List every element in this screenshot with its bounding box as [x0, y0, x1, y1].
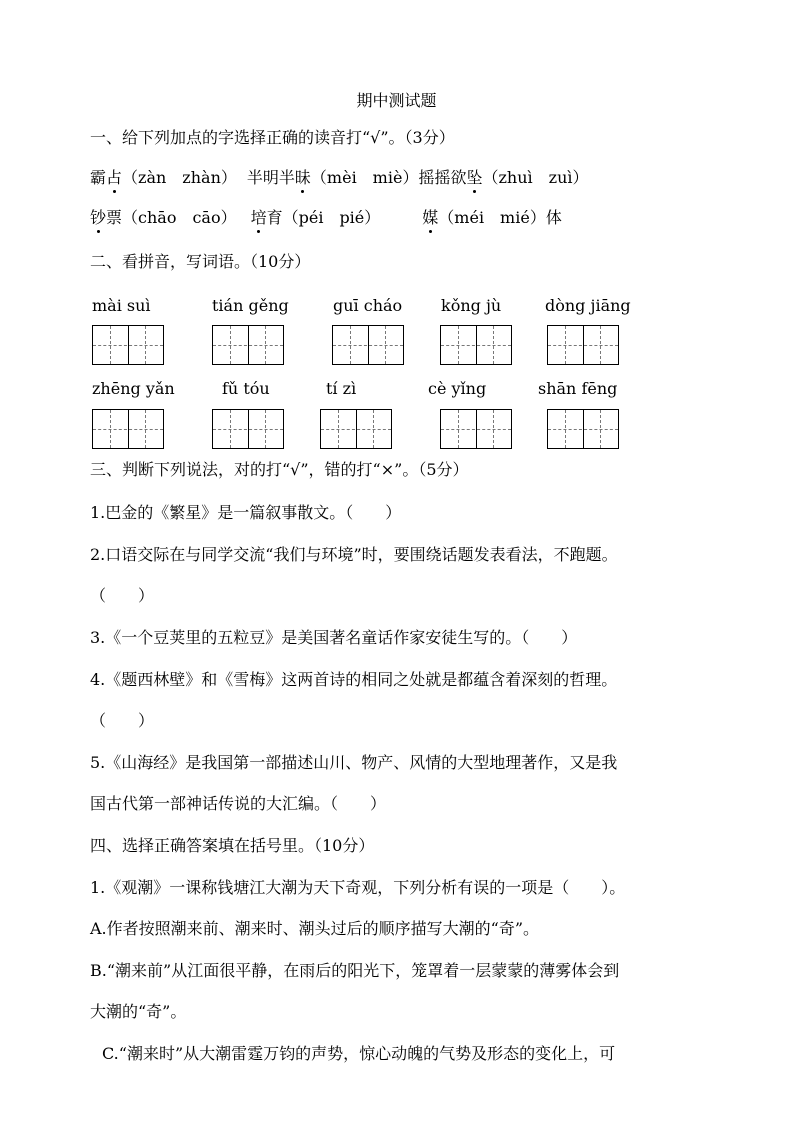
- pinyin-label: zhēng yǎn: [92, 379, 175, 398]
- writing-grid-box[interactable]: [332, 325, 404, 365]
- page-title: 期中测试题: [356, 91, 437, 110]
- section-4-heading: 四、选择正确答案填在括号里。（10分）: [90, 836, 375, 855]
- question-4-1: 1.《观潮》一课称钱塘江大潮为天下奇观，下列分析有误的一项是（ ）。: [90, 878, 626, 897]
- question-3-4: 4.《题西林壁》和《雪梅》这两首诗的相同之处就是都蕴含着深刻的哲理。: [90, 670, 618, 689]
- word-with-options: 票（chāo cāo）: [106, 208, 237, 227]
- question-3-5-continued: 国古代第一部神话传说的大汇编。（ ）: [90, 794, 387, 813]
- writing-grid-box[interactable]: [440, 325, 512, 365]
- writing-grid-box[interactable]: [547, 409, 619, 449]
- question-3-2: 2.口语交际在与同学交流“我们与环境”时，要围绕话题发表看法，不跑题。: [90, 545, 618, 564]
- pinyin-options: （zàn zhàn）: [122, 168, 237, 187]
- question-3-1: 1.巴金的《繁星》是一篇叙事散文。（ ）: [90, 503, 402, 522]
- pinyin-options: （zhuì zuì）: [482, 168, 589, 187]
- word-prefix: 霸: [90, 168, 107, 187]
- writing-grid-box[interactable]: [320, 409, 392, 449]
- word-with-options: 育（péi pié）: [266, 208, 381, 227]
- word-prefix: 摇摇欲: [418, 168, 467, 187]
- section-1-line-2: [90, 208, 562, 228]
- pinyin-label: dòng jiāng: [545, 296, 631, 315]
- pinyin-options: （mèi miè）: [310, 168, 419, 187]
- answer-blank[interactable]: （ ）: [90, 711, 155, 730]
- pinyin-label: tí zì: [326, 379, 357, 398]
- writing-grid-box[interactable]: [92, 325, 164, 365]
- section-3-heading: 三、判断下列说法，对的打“√”，错的打“×”。（5分）: [90, 460, 469, 479]
- dotted-char: 占: [106, 168, 123, 187]
- dotted-char: 培: [250, 208, 267, 227]
- pinyin-label: tián gěng: [212, 296, 289, 315]
- writing-grid-box[interactable]: [212, 409, 284, 449]
- option-a: A.作者按照潮来前、潮来时、潮头过后的顺序描写大潮的“奇”。: [90, 919, 540, 938]
- pinyin-label: kǒng jù: [441, 296, 502, 315]
- option-c: C.“潮来时”从大潮雷霆万钧的声势，惊心动魄的气势及形态的变化上，可: [102, 1044, 616, 1063]
- pinyin-label: mài suì: [92, 296, 151, 315]
- word-with-options: （méi mié）体: [438, 208, 562, 227]
- section-2-heading: 二、看拼音，写词语。（10分）: [90, 252, 311, 271]
- dotted-char: 坠: [466, 168, 483, 187]
- dotted-char: 媒: [422, 208, 439, 227]
- answer-blank[interactable]: （ ）: [90, 586, 155, 605]
- pinyin-label: cè yǐng: [428, 379, 487, 398]
- word-prefix: 半明半: [246, 168, 295, 187]
- option-b: B.“潮来前”从江面很平静，在雨后的阳光下，笼罩着一层蒙蒙的薄雾体会到: [90, 961, 620, 980]
- option-b-continued: 大潮的“奇”。: [90, 1002, 187, 1021]
- writing-grid-box[interactable]: [92, 409, 164, 449]
- section-1-heading: 一、给下列加点的字选择正确的读音打“√”。（3分）: [90, 128, 455, 147]
- writing-grid-box[interactable]: [212, 325, 284, 365]
- pinyin-label: shān fēng: [538, 379, 618, 398]
- question-3-5: 5.《山海经》是我国第一部描述山川、物产、风情的大型地理著作，又是我: [90, 753, 618, 772]
- pinyin-label: fǔ tóu: [222, 379, 270, 398]
- dotted-char: 钞: [90, 208, 107, 227]
- pinyin-label: guī cháo: [333, 296, 403, 315]
- writing-grid-box[interactable]: [547, 325, 619, 365]
- dotted-char: 昧: [294, 168, 311, 187]
- question-3-3: 3.《一个豆荚里的五粒豆》是美国著名童话作家安徒生写的。（ ）: [90, 628, 578, 647]
- section-1-line-1: [90, 168, 589, 188]
- writing-grid-box[interactable]: [440, 409, 512, 449]
